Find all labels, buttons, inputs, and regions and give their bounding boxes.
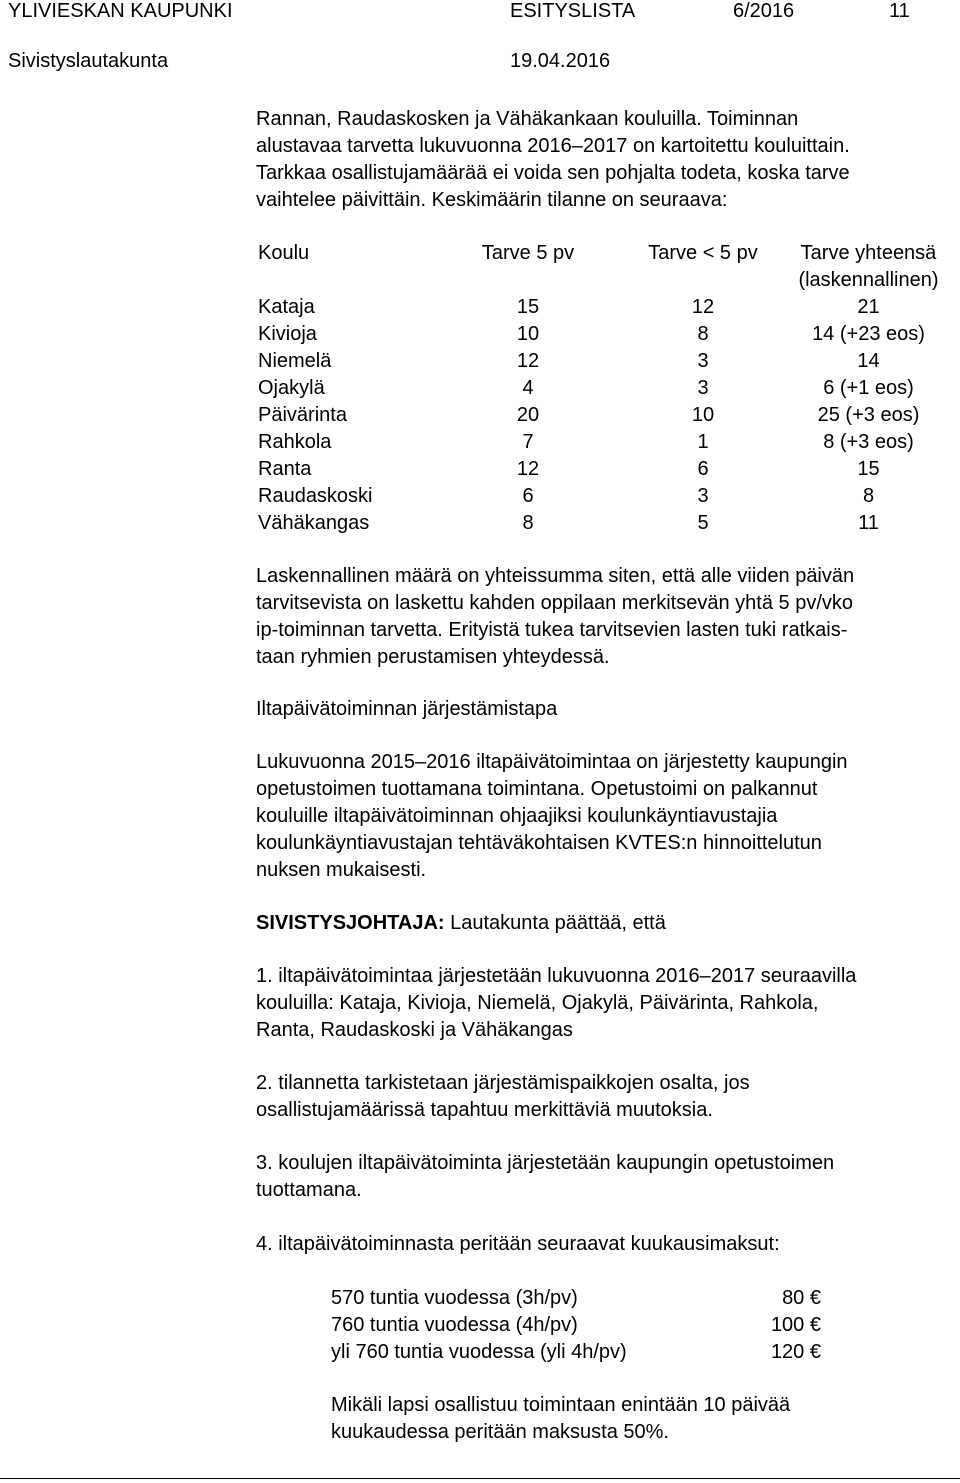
table-row xyxy=(258,348,958,375)
cell-school: Kataja xyxy=(258,296,315,318)
text-line: tuottamana. xyxy=(256,1179,362,1201)
cell-total: 21 xyxy=(857,296,880,318)
org-name: YLIVIESKAN KAUPUNKI xyxy=(8,0,233,22)
col-header-total-sub: (laskennallinen) xyxy=(798,269,939,291)
cell-total: 6 (+1 eos) xyxy=(823,377,914,399)
intro-paragraph xyxy=(256,106,946,214)
meeting-date: 19.04.2016 xyxy=(510,50,611,72)
fee-note xyxy=(331,1392,891,1446)
col-header-total: Tarve yhteensä xyxy=(800,242,937,264)
table-row xyxy=(258,294,958,321)
cell-less-days: 3 xyxy=(697,350,709,372)
fee-amount: 120 € xyxy=(770,1341,821,1363)
cell-five-days: 7 xyxy=(522,431,534,453)
table-row xyxy=(258,402,958,429)
table-row xyxy=(258,429,958,456)
cell-school: Raudaskoski xyxy=(258,485,373,507)
cell-total: 14 (+23 eos) xyxy=(812,323,925,345)
text-line: nuksen mukaisesti. xyxy=(256,859,427,881)
col-header-school: Koulu xyxy=(258,242,310,264)
cell-less-days: 12 xyxy=(691,296,715,318)
text-line: 2. tilannetta tarkistetaan järjestämispaikkojen osalta, jos xyxy=(256,1072,750,1094)
text-line: vaihtelee päivittäin. Keskimäärin tilanne on seuraava: xyxy=(256,189,728,211)
text-line: Tarkkaa osallistujamäärää ei voida sen pohjalta todeta, koska tarve xyxy=(256,162,850,184)
text-line: taan ryhmien perustamisen yhteydessä. xyxy=(256,646,610,668)
text-line: Laskennallinen määrä on yhteissumma siten, että alle viiden päivän xyxy=(256,565,855,587)
fee-description: 570 tuntia vuodessa (3h/pv) xyxy=(331,1287,578,1309)
cell-school: Vähäkangas xyxy=(258,512,370,534)
cell-five-days: 10 xyxy=(516,323,540,345)
cell-five-days: 12 xyxy=(516,350,540,372)
need-table xyxy=(258,240,958,537)
committee-name: Sivistyslautakunta xyxy=(8,50,169,72)
proposal-text: Lautakunta päättää, että xyxy=(444,912,666,934)
decision-item-4: 4. iltapäivätoiminnasta peritään seuraavat kuukausimaksut: xyxy=(256,1233,780,1255)
cell-total: 8 (+3 eos) xyxy=(823,431,914,453)
cell-total: 14 xyxy=(857,350,880,372)
calc-note-paragraph xyxy=(256,563,946,671)
text-line: tarvitsevista on laskettu kahden oppilaan merkitsevän yhtä 5 pv/vko xyxy=(256,592,853,614)
cell-total: 11 xyxy=(858,512,879,534)
text-line: opetustoimen tuottamana toimintana. Opetustoimi on palkannut xyxy=(256,778,818,800)
proposal-line xyxy=(256,910,946,937)
fee-description: yli 760 tuntia vuodessa (yli 4h/pv) xyxy=(331,1341,627,1363)
cell-school: Ojakylä xyxy=(258,377,325,399)
proposal-label: SIVISTYSJOHTAJA: xyxy=(256,912,445,934)
text-line: 3. koulujen iltapäivätoiminta järjestetään kaupungin opetustoimen xyxy=(256,1152,835,1174)
text-line: kuukaudessa peritään maksusta 50%. xyxy=(331,1421,669,1443)
cell-five-days: 20 xyxy=(516,404,540,426)
text-line: Mikäli lapsi osallistuu toimintaan enintään 10 päivää xyxy=(331,1394,791,1416)
text-line: alustavaa tarvetta lukuvuonna 2016–2017 on kartoitettu kouluittain. xyxy=(256,135,850,157)
page-number: 11 xyxy=(889,0,910,22)
cell-school: Ranta xyxy=(258,458,312,480)
table-body xyxy=(258,294,958,537)
arrangement-paragraph xyxy=(256,749,946,884)
table-row xyxy=(258,321,958,348)
col-header-five-days: Tarve 5 pv xyxy=(481,242,575,264)
table-row xyxy=(258,483,958,510)
cell-five-days: 6 xyxy=(522,485,534,507)
text-line: koulunkäyntiavustajan tehtäväkohtaisen KVTES:n hinnoittelutun xyxy=(256,832,822,854)
text-line: ip-toiminnan tarvetta. Erityistä tukea tarvitsevien lasten tuki ratkais- xyxy=(256,619,848,641)
section-heading: Iltapäivätoiminnan järjestämistapa xyxy=(256,698,558,720)
text-line: osallistujamäärissä tapahtuu merkittäviä muutoksia. xyxy=(256,1099,713,1121)
col-header-less-days: Tarve < 5 pv xyxy=(648,242,758,264)
cell-less-days: 1 xyxy=(697,431,709,453)
cell-less-days: 6 xyxy=(697,458,709,480)
cell-school: Päivärinta xyxy=(258,404,347,426)
decision-item-2 xyxy=(256,1070,946,1124)
table-row xyxy=(258,510,958,537)
cell-less-days: 5 xyxy=(697,512,709,534)
cell-school: Kivioja xyxy=(258,323,317,345)
cell-five-days: 12 xyxy=(516,458,540,480)
fee-amount: 80 € xyxy=(782,1287,821,1309)
doc-type: ESITYSLISTA xyxy=(510,0,636,22)
table-row xyxy=(258,456,958,483)
cell-less-days: 10 xyxy=(691,404,715,426)
fee-table xyxy=(331,1285,831,1366)
fee-amount: 100 € xyxy=(770,1314,821,1336)
cell-less-days: 3 xyxy=(697,377,709,399)
fee-description: 760 tuntia vuodessa (4h/pv) xyxy=(331,1314,578,1336)
cell-less-days: 8 xyxy=(697,323,709,345)
table-row xyxy=(258,375,958,402)
text-line: Ranta, Raudaskoski ja Vähäkangas xyxy=(256,1019,573,1041)
text-line: Lukuvuonna 2015–2016 iltapäivätoimintaa on järjestetty kaupungin xyxy=(256,751,848,773)
text-line: kouluille iltapäivätoiminnan ohjaajiksi koulunkäyntiavustajia xyxy=(256,805,778,827)
fee-row xyxy=(331,1285,831,1312)
text-line: 1. iltapäivätoimintaa järjestetään lukuvuonna 2016–2017 seuraavilla xyxy=(256,965,857,987)
fee-row xyxy=(331,1339,831,1366)
cell-less-days: 3 xyxy=(697,485,709,507)
doc-number: 6/2016 xyxy=(733,0,795,22)
fee-row xyxy=(331,1312,831,1339)
bottom-divider xyxy=(0,1478,960,1479)
cell-total: 25 (+3 eos) xyxy=(817,404,920,426)
text-line: kouluilla: Kataja, Kivioja, Niemelä, Ojakylä, Päivärinta, Rahkola, xyxy=(256,992,819,1014)
decision-item-3 xyxy=(256,1150,946,1204)
cell-five-days: 15 xyxy=(516,296,540,318)
cell-five-days: 8 xyxy=(522,512,534,534)
decision-item-1 xyxy=(256,963,946,1044)
table-header-row xyxy=(258,240,958,294)
cell-total: 8 xyxy=(862,485,875,507)
cell-total: 15 xyxy=(857,458,880,480)
text-line: Rannan, Raudaskosken ja Vähäkankaan kouluilla. Toiminnan xyxy=(256,108,799,130)
cell-school: Niemelä xyxy=(258,350,332,372)
cell-school: Rahkola xyxy=(258,431,332,453)
cell-five-days: 4 xyxy=(522,377,534,399)
